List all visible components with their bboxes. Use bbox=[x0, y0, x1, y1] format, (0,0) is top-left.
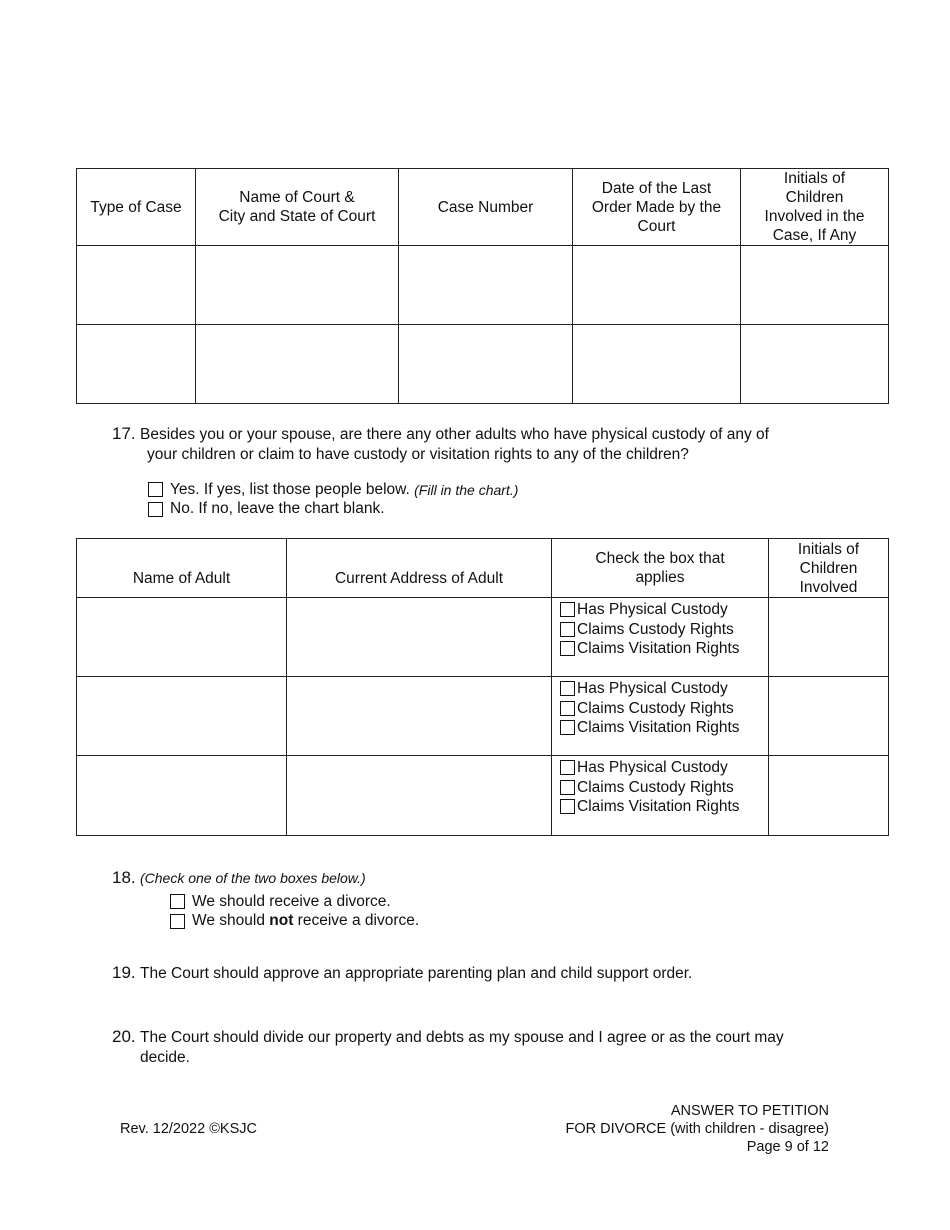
visitation-rights-checkbox[interactable] bbox=[560, 720, 575, 735]
cell-custody-options bbox=[552, 756, 769, 836]
cell-children-initials[interactable] bbox=[769, 598, 889, 677]
header-adult-address: Current Address of Adult bbox=[287, 539, 552, 598]
question-20-line1: The Court should divide our property and debts as my spouse and I agree or as the court may bbox=[140, 1029, 784, 1046]
cell-adult-name[interactable] bbox=[77, 598, 287, 677]
custody-rights-checkbox[interactable] bbox=[560, 780, 575, 795]
header-type-of-case: Type of Case bbox=[77, 169, 196, 246]
table-row bbox=[77, 325, 889, 404]
cell-type-of-case[interactable] bbox=[77, 325, 196, 404]
cell-type-of-case[interactable] bbox=[77, 246, 196, 325]
header-case-number: Case Number bbox=[399, 169, 573, 246]
cell-children-initials[interactable] bbox=[741, 246, 889, 325]
cell-case-number[interactable] bbox=[399, 246, 573, 325]
cell-adult-address[interactable] bbox=[287, 756, 552, 836]
option-label: Has Physical Custody bbox=[577, 680, 728, 698]
option-custody-rights bbox=[560, 778, 768, 798]
no-checkbox[interactable] bbox=[148, 502, 163, 517]
cell-adult-name[interactable] bbox=[77, 756, 287, 836]
label-emphasis: not bbox=[269, 912, 294, 930]
question-17-line2: your children or claim to have custody or visitation rights to any of the children? bbox=[147, 446, 689, 463]
cell-adult-address[interactable] bbox=[287, 677, 552, 756]
option-custody-rights bbox=[560, 699, 768, 719]
footer-revision: Rev. 12/2022 ©KSJC bbox=[120, 1121, 257, 1137]
header-court-name bbox=[196, 169, 399, 246]
table-row bbox=[77, 677, 889, 756]
header-court-name-line1: Name of Court & bbox=[239, 189, 355, 206]
question-17-text bbox=[140, 425, 769, 465]
table-header-row bbox=[77, 169, 889, 246]
cell-custody-options bbox=[552, 598, 769, 677]
option-label: Claims Visitation Rights bbox=[577, 798, 740, 816]
cell-court-name[interactable] bbox=[196, 325, 399, 404]
other-cases-table bbox=[76, 168, 889, 404]
header-court-name-line2: City and State of Court bbox=[218, 208, 376, 225]
option-custody-rights bbox=[560, 620, 768, 640]
not-receive-divorce-option bbox=[170, 912, 419, 932]
yes-checkbox[interactable] bbox=[148, 482, 163, 497]
no-option bbox=[148, 500, 518, 520]
cell-last-order-date[interactable] bbox=[573, 246, 741, 325]
cell-adult-address[interactable] bbox=[287, 598, 552, 677]
question-20-text bbox=[140, 1028, 784, 1068]
option-label: Claims Visitation Rights bbox=[577, 719, 740, 737]
cell-children-initials[interactable] bbox=[769, 756, 889, 836]
yes-label: Yes. If yes, list those people below. bbox=[170, 480, 410, 498]
header-children-initials: Initials of Children Involved in the Case, If Any bbox=[741, 169, 889, 246]
cell-last-order-date[interactable] bbox=[573, 325, 741, 404]
footer-page-number: Page 9 of 12 bbox=[746, 1139, 829, 1155]
option-label: Claims Custody Rights bbox=[577, 699, 734, 717]
header-children-initials: Initials of Children Involved bbox=[769, 539, 889, 598]
not-receive-divorce-checkbox[interactable] bbox=[170, 914, 185, 929]
question-19-text: The Court should approve an appropriate parenting plan and child support order. bbox=[140, 965, 693, 982]
option-visitation-rights bbox=[560, 718, 768, 738]
question-17-choices bbox=[148, 480, 518, 519]
question-17-number: 17. bbox=[112, 424, 136, 443]
visitation-rights-checkbox[interactable] bbox=[560, 799, 575, 814]
question-20-line2: decide. bbox=[140, 1049, 190, 1066]
option-label: Claims Visitation Rights bbox=[577, 640, 740, 658]
header-last-order-date: Date of the Last Order Made by the Court bbox=[573, 169, 741, 246]
table-row bbox=[77, 756, 889, 836]
receive-divorce-label: We should receive a divorce. bbox=[192, 892, 391, 910]
cell-children-initials[interactable] bbox=[769, 677, 889, 756]
question-18-choices bbox=[170, 892, 419, 931]
header-check-box: Check the box that applies bbox=[552, 539, 769, 598]
header-adult-name: Name of Adult bbox=[77, 539, 287, 598]
footer-title-block bbox=[566, 1102, 830, 1156]
question-18-number: 18. bbox=[112, 868, 136, 887]
option-physical-custody bbox=[560, 600, 768, 620]
cell-custody-options bbox=[552, 677, 769, 756]
footer-title-line2: FOR DIVORCE (with children - disagree) bbox=[565, 1121, 829, 1137]
physical-custody-checkbox[interactable] bbox=[560, 602, 575, 617]
option-label: Has Physical Custody bbox=[577, 759, 728, 777]
table-row bbox=[77, 246, 889, 325]
other-adults-table bbox=[76, 538, 889, 836]
physical-custody-checkbox[interactable] bbox=[560, 760, 575, 775]
option-physical-custody bbox=[560, 679, 768, 699]
question-17-line1: Besides you or your spouse, are there any other adults who have physical custody of any of bbox=[140, 426, 769, 443]
option-physical-custody bbox=[560, 758, 768, 778]
option-label: Claims Custody Rights bbox=[577, 620, 734, 638]
custody-rights-checkbox[interactable] bbox=[560, 622, 575, 637]
receive-divorce-checkbox[interactable] bbox=[170, 894, 185, 909]
option-label: Has Physical Custody bbox=[577, 601, 728, 619]
question-18-instruction: (Check one of the two boxes below.) bbox=[140, 870, 366, 886]
option-visitation-rights bbox=[560, 797, 768, 817]
label-part: receive a divorce. bbox=[293, 912, 420, 930]
footer-title-line1: ANSWER TO PETITION bbox=[670, 1103, 829, 1119]
not-receive-divorce-label bbox=[192, 912, 419, 930]
question-19-number: 19. bbox=[112, 963, 136, 982]
cell-adult-name[interactable] bbox=[77, 677, 287, 756]
option-label: Claims Custody Rights bbox=[577, 778, 734, 796]
visitation-rights-checkbox[interactable] bbox=[560, 641, 575, 656]
option-visitation-rights bbox=[560, 639, 768, 659]
cell-court-name[interactable] bbox=[196, 246, 399, 325]
table-header-row bbox=[77, 539, 889, 598]
cell-children-initials[interactable] bbox=[741, 325, 889, 404]
cell-case-number[interactable] bbox=[399, 325, 573, 404]
yes-note: (Fill in the chart.) bbox=[414, 481, 519, 498]
no-label: No. If no, leave the chart blank. bbox=[170, 500, 385, 518]
question-20-number: 20. bbox=[112, 1027, 136, 1046]
physical-custody-checkbox[interactable] bbox=[560, 681, 575, 696]
yes-option bbox=[148, 480, 518, 500]
label-part: We should bbox=[192, 912, 270, 930]
custody-rights-checkbox[interactable] bbox=[560, 701, 575, 716]
table-row bbox=[77, 598, 889, 677]
receive-divorce-option bbox=[170, 892, 419, 912]
